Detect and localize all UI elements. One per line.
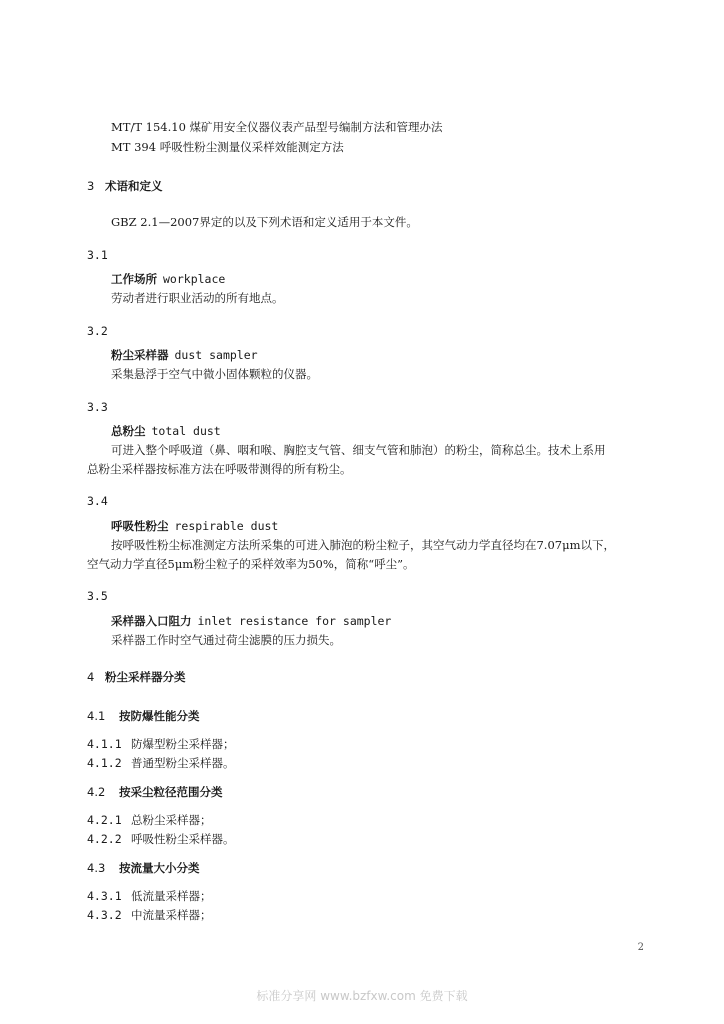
term-3-3-en: total dust xyxy=(151,424,221,438)
term-3-4-definition-line-2: 空气动力学直径5μm粉尘粒子的采样效率为50%，简称“呼尘”。 xyxy=(87,557,415,571)
list-item-4-2-2 xyxy=(87,831,235,847)
item-4-3-2-text: 中流量采样器； xyxy=(131,908,212,922)
section-3-intro: GBZ 2.1—2007界定的以及下列术语和定义适用于本文件。 xyxy=(111,215,418,229)
term-3-3-zh: 总粉尘 xyxy=(111,424,146,438)
term-3-5-definition: 采样器工作时空气通过荷尘滤膜的压力损失。 xyxy=(111,633,341,647)
term-3-2-title xyxy=(111,347,258,363)
item-4-3-1-number: 4.3.1 xyxy=(87,889,122,903)
item-4-1-1-text: 防爆型粉尘采样器； xyxy=(131,737,235,751)
item-4-1-1-number: 4.1.1 xyxy=(87,737,122,751)
term-3-4-definition-line-1: 按呼吸性粉尘标准测定方法所采集的可进入肺泡的粉尘粒子，其空气动力学直径均在7.07μm以下， xyxy=(111,538,615,552)
term-3-1-en: workplace xyxy=(163,272,226,286)
item-4-2-1-number: 4.2.1 xyxy=(87,813,122,827)
list-item-4-1-2 xyxy=(87,755,235,771)
reference-line-1: MT/T 154.10 煤矿用安全仪器仪表产品型号编制方法和管理办法 xyxy=(111,120,443,134)
section-4-heading xyxy=(87,669,186,685)
section-3-number: 3 xyxy=(87,179,95,193)
item-4-2-2-number: 4.2.2 xyxy=(87,832,122,846)
term-3-1-definition: 劳动者进行职业活动的所有地点。 xyxy=(111,291,284,305)
term-3-3-definition-line-2: 总粉尘采样器按标准方法在呼吸带测得的所有粉尘。 xyxy=(87,462,352,476)
term-3-1-number: 3.1 xyxy=(87,248,108,262)
term-3-3-number: 3.3 xyxy=(87,400,108,414)
list-item-4-2-1 xyxy=(87,812,212,828)
term-3-2-number: 3.2 xyxy=(87,324,108,338)
term-3-4-en: respirable dust xyxy=(174,519,279,533)
item-4-2-1-text: 总粉尘采样器； xyxy=(131,813,212,827)
subsection-4-2-number: 4.2 xyxy=(87,785,106,799)
term-3-2-en: dust sampler xyxy=(174,348,258,362)
subsection-4-3-heading xyxy=(87,860,200,876)
item-4-2-2-text: 呼吸性粉尘采样器。 xyxy=(131,832,235,846)
term-3-5-number: 3.5 xyxy=(87,589,108,603)
term-3-3-title xyxy=(111,423,221,439)
item-4-1-2-number: 4.1.2 xyxy=(87,756,122,770)
item-4-1-2-text: 普通型粉尘采样器。 xyxy=(131,756,235,770)
term-3-4-number: 3.4 xyxy=(87,494,108,508)
term-3-1-title xyxy=(111,271,225,287)
term-3-5-zh: 采样器入口阻力 xyxy=(111,614,192,628)
term-3-5-title xyxy=(111,613,391,629)
list-item-4-3-2 xyxy=(87,907,212,923)
subsection-4-2-title: 按采尘粒径范围分类 xyxy=(119,785,223,799)
item-4-3-2-number: 4.3.2 xyxy=(87,908,122,922)
term-3-1-zh: 工作场所 xyxy=(111,272,157,286)
subsection-4-1-title: 按防爆性能分类 xyxy=(119,709,200,723)
term-3-3-definition-line-1: 可进入整个呼吸道（鼻、咽和喉、胸腔支气管、细支气管和肺泡）的粉尘，简称总尘。技术上系用 xyxy=(111,443,606,457)
item-4-3-1-text: 低流量采样器； xyxy=(131,889,212,903)
reference-line-2: MT 394 呼吸性粉尘测量仪采样效能测定方法 xyxy=(111,140,344,154)
section-3-title: 术语和定义 xyxy=(105,179,163,193)
watermark-text: 标准分享网 www.bzfxw.com 免费下载 xyxy=(256,989,468,1003)
subsection-4-3-title: 按流量大小分类 xyxy=(119,861,200,875)
page-number: 2 xyxy=(637,942,644,953)
list-item-4-1-1 xyxy=(87,736,235,752)
section-4-number: 4 xyxy=(87,670,95,684)
subsection-4-1-heading xyxy=(87,708,200,724)
section-3-heading xyxy=(87,178,163,194)
subsection-4-3-number: 4.3 xyxy=(87,861,106,875)
term-3-4-title xyxy=(111,518,278,534)
term-3-2-zh: 粉尘采样器 xyxy=(111,348,169,362)
section-4-title: 粉尘采样器分类 xyxy=(105,670,186,684)
term-3-4-zh: 呼吸性粉尘 xyxy=(111,519,169,533)
list-item-4-3-1 xyxy=(87,888,212,904)
term-3-5-en: inlet resistance for sampler xyxy=(197,614,392,628)
subsection-4-2-heading xyxy=(87,784,223,800)
subsection-4-1-number: 4.1 xyxy=(87,709,106,723)
term-3-2-definition: 采集悬浮于空气中微小固体颗粒的仪器。 xyxy=(111,367,318,381)
